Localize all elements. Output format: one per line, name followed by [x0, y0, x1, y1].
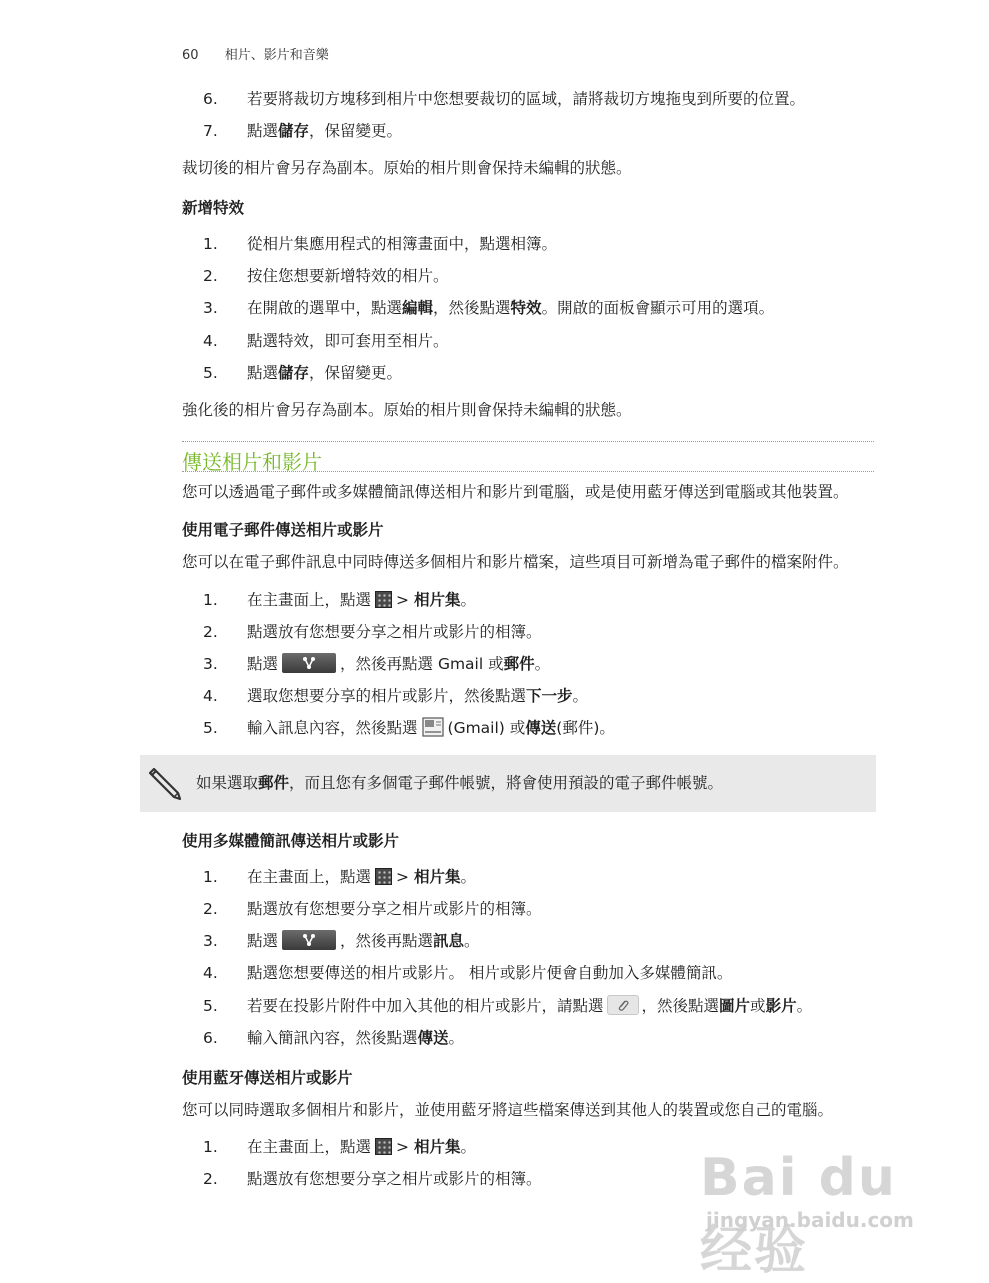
note-text: 如果選取郵件，而且您有多個電子郵件帳號，將會使用預設的電子郵件帳號。 — [196, 774, 724, 792]
watermark-url: jingyan.baidu.com — [706, 1208, 914, 1232]
note-box — [140, 755, 876, 812]
share-icon — [282, 930, 336, 950]
paragraph: 您可以同時選取多個相片和影片，並使用藍牙將這些檔案傳送到其他人的裝置或您自己的電腦。 — [182, 1101, 834, 1119]
all-apps-grid-icon — [375, 1138, 392, 1155]
subheading: 使用電子郵件傳送相片或影片 — [182, 521, 384, 539]
chapter-title: 相片、影片和音樂 — [224, 48, 329, 63]
list-item: 1. 在主畫面上，點選 > 相片集。 — [203, 1138, 476, 1156]
section-rule-bottom — [182, 471, 874, 472]
list-item: 3. 在開啟的選單中，點選編輯，然後點選特效。開啟的面板會顯示可用的選項。 — [203, 299, 775, 317]
list-item: 5. 點選儲存，保留變更。 — [203, 364, 403, 382]
list-item: 3. 點選 ，然後再點選訊息。 — [203, 932, 480, 950]
list-item: 4. 點選您想要傳送的相片或影片。 相片或影片便會自動加入多媒體簡訊。 — [203, 964, 733, 982]
list-item: 1. 在主畫面上，點選 > 相片集。 — [203, 591, 476, 609]
all-apps-grid-icon — [375, 591, 392, 608]
running-header — [182, 44, 329, 63]
list-item: 1. 從相片集應用程式的相簿畫面中，點選相簿。 — [203, 235, 558, 253]
page-number: 60 — [182, 48, 199, 63]
list-item: 5. 輸入訊息內容，然後點選 (Gmail) 或傳送(郵件)。 — [203, 719, 615, 737]
pencil-note-icon — [148, 765, 186, 807]
section-title: 傳送相片和影片 — [182, 450, 322, 474]
all-apps-grid-icon — [375, 868, 392, 885]
list-item: 4. 點選特效，即可套用至相片。 — [203, 332, 449, 350]
list-item: 1. 在主畫面上，點選 > 相片集。 — [203, 868, 476, 886]
paragraph: 您可以透過電子郵件或多媒體簡訊傳送相片和影片到電腦，或是使用藍牙傳送到電腦或其他裝置。 — [182, 483, 849, 501]
list-item: 7. 點選儲存，保留變更。 — [203, 122, 403, 140]
paragraph: 裁切後的相片會另存為副本。原始的相片則會保持未編輯的狀態。 — [182, 159, 632, 177]
baidu-watermark — [700, 1148, 940, 1281]
list-item: 2. 點選放有您想要分享之相片或影片的相簿。 — [203, 1170, 542, 1188]
watermark-logo: Bai du 经验 — [700, 1148, 897, 1281]
paragraph: 強化後的相片會另存為副本。原始的相片則會保持未編輯的狀態。 — [182, 401, 632, 419]
paperclip-icon — [607, 995, 639, 1015]
list-item: 3. 點選 ，然後再點選 Gmail 或郵件。 — [203, 655, 551, 673]
list-item: 2. 按住您想要新增特效的相片。 — [203, 267, 449, 285]
list-item: 2. 點選放有您想要分享之相片或影片的相簿。 — [203, 900, 542, 918]
subheading: 使用多媒體簡訊傳送相片或影片 — [182, 832, 400, 850]
subheading: 使用藍牙傳送相片或影片 — [182, 1069, 353, 1087]
send-picture-icon — [422, 717, 444, 737]
subheading: 新增特效 — [182, 199, 245, 217]
list-item: 6. 輸入簡訊內容，然後點選傳送。 — [203, 1029, 465, 1047]
share-icon — [282, 653, 336, 673]
list-item: 2. 點選放有您想要分享之相片或影片的相簿。 — [203, 623, 542, 641]
list-item: 4. 選取您想要分享的相片或影片，然後點選下一步。 — [203, 687, 589, 705]
paragraph: 您可以在電子郵件訊息中同時傳送多個相片和影片檔案，這些項目可新增為電子郵件的檔案附件。 — [182, 553, 849, 571]
list-item: 6. 若要將裁切方塊移到相片中您想要裁切的區域，請將裁切方塊拖曳到所要的位置。 — [203, 90, 806, 108]
list-item: 5. 若要在投影片附件中加入其他的相片或影片，請點選 ，然後點選圖片或影片。 — [203, 997, 813, 1015]
section-rule-top — [182, 441, 874, 442]
